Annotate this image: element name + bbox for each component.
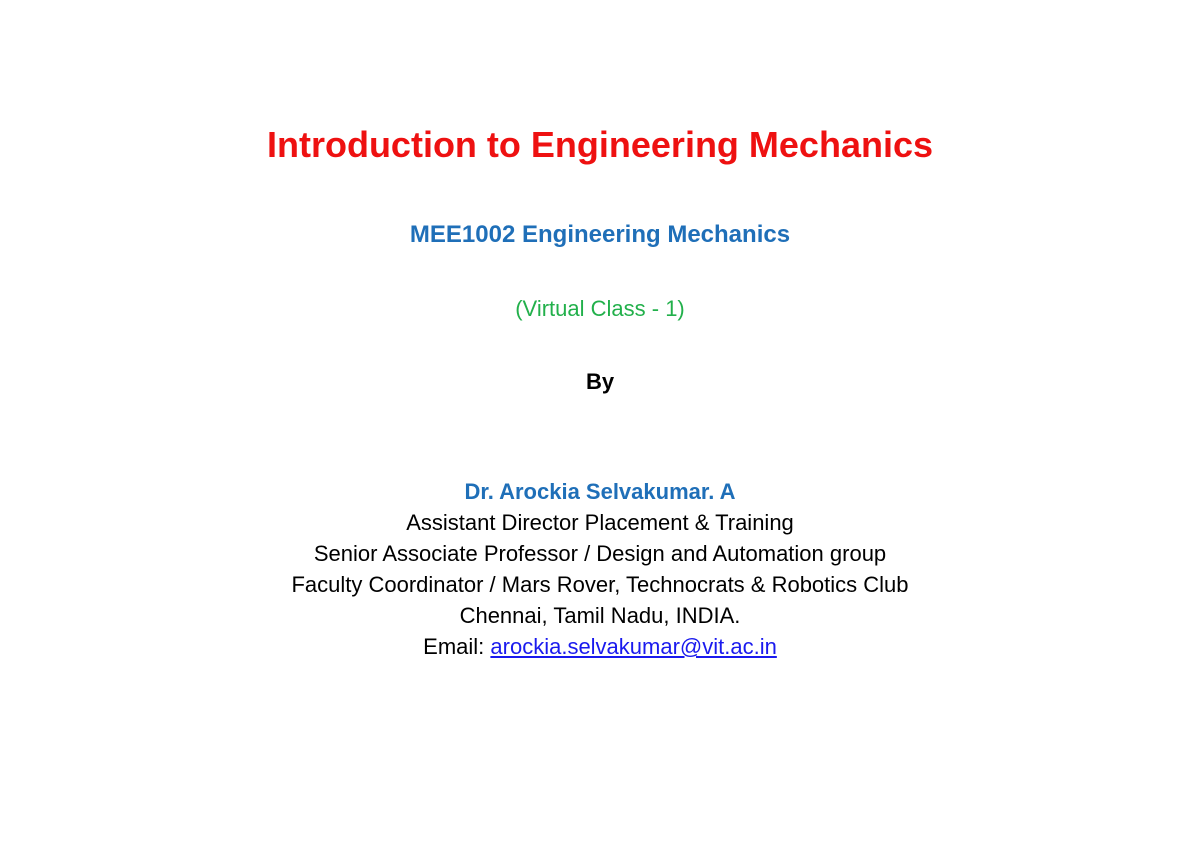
- slide-title: Introduction to Engineering Mechanics: [266, 124, 934, 165]
- email-label: Email:: [423, 634, 491, 659]
- author-location: Chennai, Tamil Nadu, INDIA.: [459, 603, 741, 628]
- author-role-professor: Senior Associate Professor / Design and Automation group: [313, 541, 887, 566]
- session-label: (Virtual Class - 1): [515, 296, 685, 321]
- author-role-coordinator: Faculty Coordinator / Mars Rover, Technocrats & Robotics Club: [291, 572, 909, 597]
- author-role-placement: Assistant Director Placement & Training: [406, 510, 794, 535]
- course-name: MEE1002 Engineering Mechanics: [409, 221, 791, 248]
- author-name: Dr. Arockia Selvakumar. A: [464, 479, 736, 504]
- email-link[interactable]: arockia.selvakumar@vit.ac.in: [490, 634, 777, 659]
- author-email-line: [0, 634, 1200, 660]
- by-label: By: [585, 369, 615, 394]
